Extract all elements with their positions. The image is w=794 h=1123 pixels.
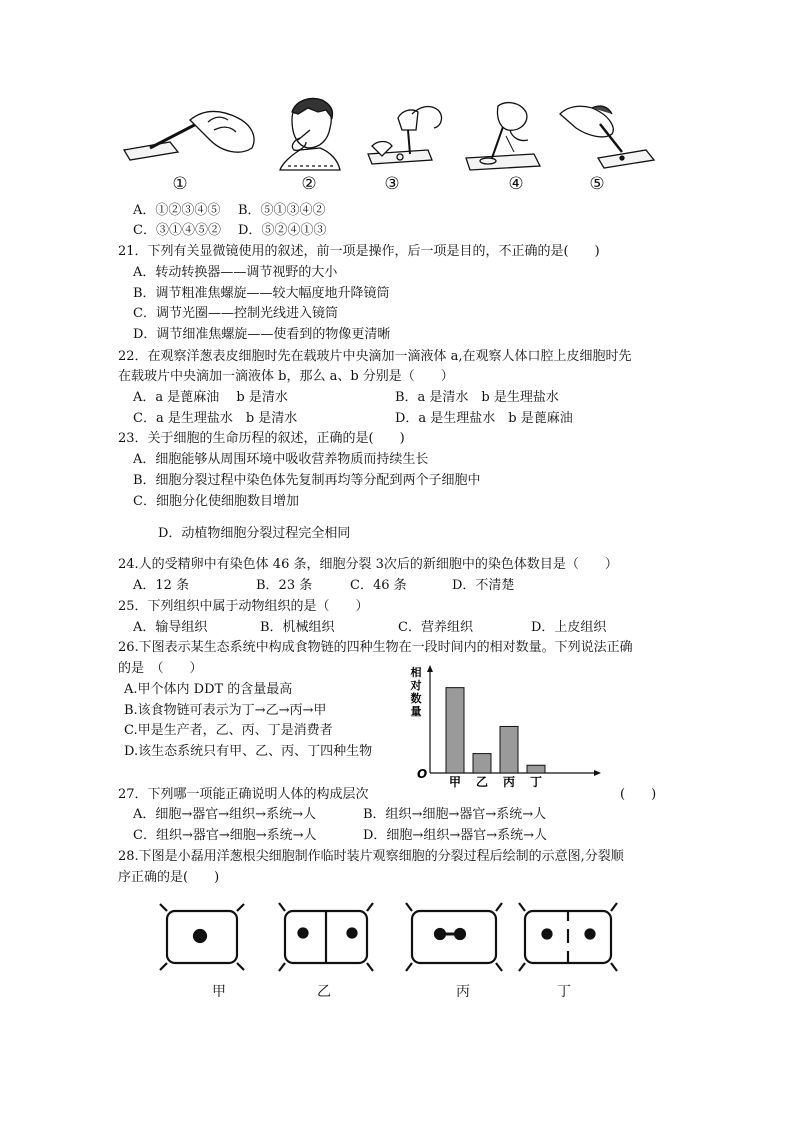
q27-stem: 27．下列哪一项能正确说明人体的构成层次 [118, 787, 369, 802]
category-label-3: 丁 [529, 775, 543, 789]
q23-option-a[interactable]: A．细胞能够从周围环境中吸收营养物质而持续生长 [133, 452, 429, 467]
q26-option-b[interactable]: B.该食物链可表示为丁→乙→丙→甲 [124, 703, 327, 718]
bar-2 [500, 726, 518, 773]
bar-1 [473, 754, 491, 773]
q27-option-d[interactable]: D．细胞→组织→器官→系统→人 [363, 828, 547, 843]
step-label-3: ③ [384, 174, 400, 194]
cell-bing [406, 903, 502, 971]
q25-option-c[interactable]: C．营养组织 [398, 620, 473, 635]
q25-option-b[interactable]: B．机械组织 [260, 620, 335, 635]
q20-option-a[interactable]: A．①②③④⑤ [133, 203, 221, 218]
q24-option-c[interactable]: C．46 条 [350, 578, 407, 593]
q28-stem-line2: 序正确的是( ) [118, 870, 220, 885]
cell-label-jia: 甲 [212, 984, 226, 1000]
q26-stem-line1: 26.下图表示某生态系统中构成食物链的四种生物在一段时间内的相对数量。下列说法正确 [118, 640, 633, 655]
bar-0 [446, 688, 464, 773]
cell-label-ding: 丁 [557, 984, 571, 1000]
q20-procedure-illustrations [0, 0, 794, 200]
q22-option-c[interactable]: C．a 是生理盐水 b 是清水 [133, 411, 298, 426]
q23-option-c[interactable]: C．细胞分化使细胞数目增加 [133, 494, 299, 509]
origin-label: O [417, 767, 428, 781]
population-bar-chart [400, 664, 610, 789]
q26-option-a[interactable]: A.甲个体内 DDT 的含量最高 [124, 682, 293, 697]
q20-option-c[interactable]: C．③①④⑤② [133, 223, 221, 238]
x-axis-arrow [594, 770, 601, 776]
dropper-on-slide-illustration [368, 107, 441, 164]
q22-option-a[interactable]: A．a 是蓖麻油 b 是清水 [133, 390, 288, 405]
q24-option-b[interactable]: B．23 条 [256, 578, 313, 593]
step-label-4: ④ [508, 174, 524, 194]
q26-stem-line2: 的是 （ ） [118, 661, 203, 676]
q25-stem: 25．下列组织中属于动物组织的是（ ） [118, 599, 369, 614]
y-axis-label-char: 数 [410, 692, 422, 705]
q27-option-a[interactable]: A．细胞→器官→组织→系统→人 [133, 807, 316, 822]
q26-option-d[interactable]: D.该生态系统只有甲、乙、丙、丁四种生物 [124, 744, 373, 759]
q27-answer-paren: ( ) [620, 787, 657, 802]
cell-division-diagram [0, 897, 794, 977]
q26-option-c[interactable]: C.甲是生产者，乙、丙、丁是消费者 [124, 723, 333, 738]
q21-option-a[interactable]: A．转动转换器——调节视野的大小 [133, 265, 338, 280]
step-label-1: ① [172, 174, 188, 194]
q28-stem-line1: 28.下图是小磊用洋葱根尖细胞制作临时装片观察细胞的分裂过程后绘制的示意图,分裂顺 [118, 849, 624, 864]
y-axis-label [410, 665, 422, 718]
wipe-slide-illustration [124, 112, 254, 161]
q23-option-d[interactable]: D．动植物细胞分裂过程完全相同 [158, 526, 351, 541]
cell-yi [279, 903, 373, 971]
q23-stem: 23．关于细胞的生命历程的叙述，正确的是( ) [118, 431, 405, 446]
q21-option-b[interactable]: B．调节粗准焦螺旋——较大幅度地升降镜筒 [133, 286, 390, 301]
q24-stem: 24.人的受精卵中有染色体 46 条，细胞分裂 3次后的新细胞中的染色体数目是（ ） [118, 557, 618, 572]
y-axis-arrow [427, 665, 433, 672]
category-label-2: 丙 [502, 775, 516, 789]
q20-option-b[interactable]: B．⑤①③④② [238, 203, 326, 218]
y-axis-label-char: 相 [410, 666, 422, 679]
category-label-1: 乙 [475, 775, 489, 789]
boy-cheek-scraping-illustration [280, 99, 340, 171]
q22-stem-line2: 在载玻片中央滴加一滴液体 b，那么 a、b 分别是（ ） [118, 369, 454, 384]
cell-ding [519, 903, 617, 971]
cell-label-bing: 丙 [456, 984, 470, 1000]
stain-dropper-illustration [560, 106, 654, 168]
q21-option-c[interactable]: C．调节光圈——控制光线进入镜筒 [133, 306, 338, 321]
q25-option-d[interactable]: D．上皮组织 [531, 620, 607, 635]
y-axis-label-char: 对 [410, 679, 422, 692]
cell-label-yi: 乙 [317, 984, 331, 1000]
step-label-5: ⑤ [589, 174, 605, 194]
q24-option-d[interactable]: D．不清楚 [452, 578, 515, 593]
cell-jia [160, 904, 244, 970]
q27-option-c[interactable]: C．组织→器官→细胞→系统→人 [133, 828, 317, 843]
q22-stem-line1: 22．在观察洋葱表皮细胞时先在载玻片中央滴加一滴液体 a,在观察人体口腔上皮细胞时先 [118, 349, 632, 364]
forceps-on-slide-illustration [466, 103, 540, 170]
category-label-0: 甲 [448, 775, 462, 789]
q25-option-a[interactable]: A．输导组织 [133, 620, 208, 635]
y-axis-label-char: 量 [410, 705, 422, 718]
q27-option-b[interactable]: B．组织→细胞→器官→系统→人 [363, 807, 547, 822]
q23-option-b[interactable]: B．细胞分裂过程中染色体先复制再均等分配到两个子细胞中 [133, 473, 481, 488]
q24-option-a[interactable]: A．12 条 [133, 578, 190, 593]
q20-option-d[interactable]: D．⑤②④①③ [238, 223, 327, 238]
q21-stem: 21．下列有关显微镜使用的叙述，前一项是操作，后一项是目的，不正确的是( ) [118, 244, 600, 259]
q22-option-b[interactable]: B．a 是清水 b 是生理盐水 [395, 390, 559, 405]
step-label-2: ② [301, 174, 317, 194]
q21-option-d[interactable]: D．调节细准焦螺旋——使看到的物像更清晰 [133, 327, 391, 342]
bar-3 [527, 765, 545, 773]
q22-option-d[interactable]: D．a 是生理盐水 b 是蓖麻油 [395, 411, 573, 426]
